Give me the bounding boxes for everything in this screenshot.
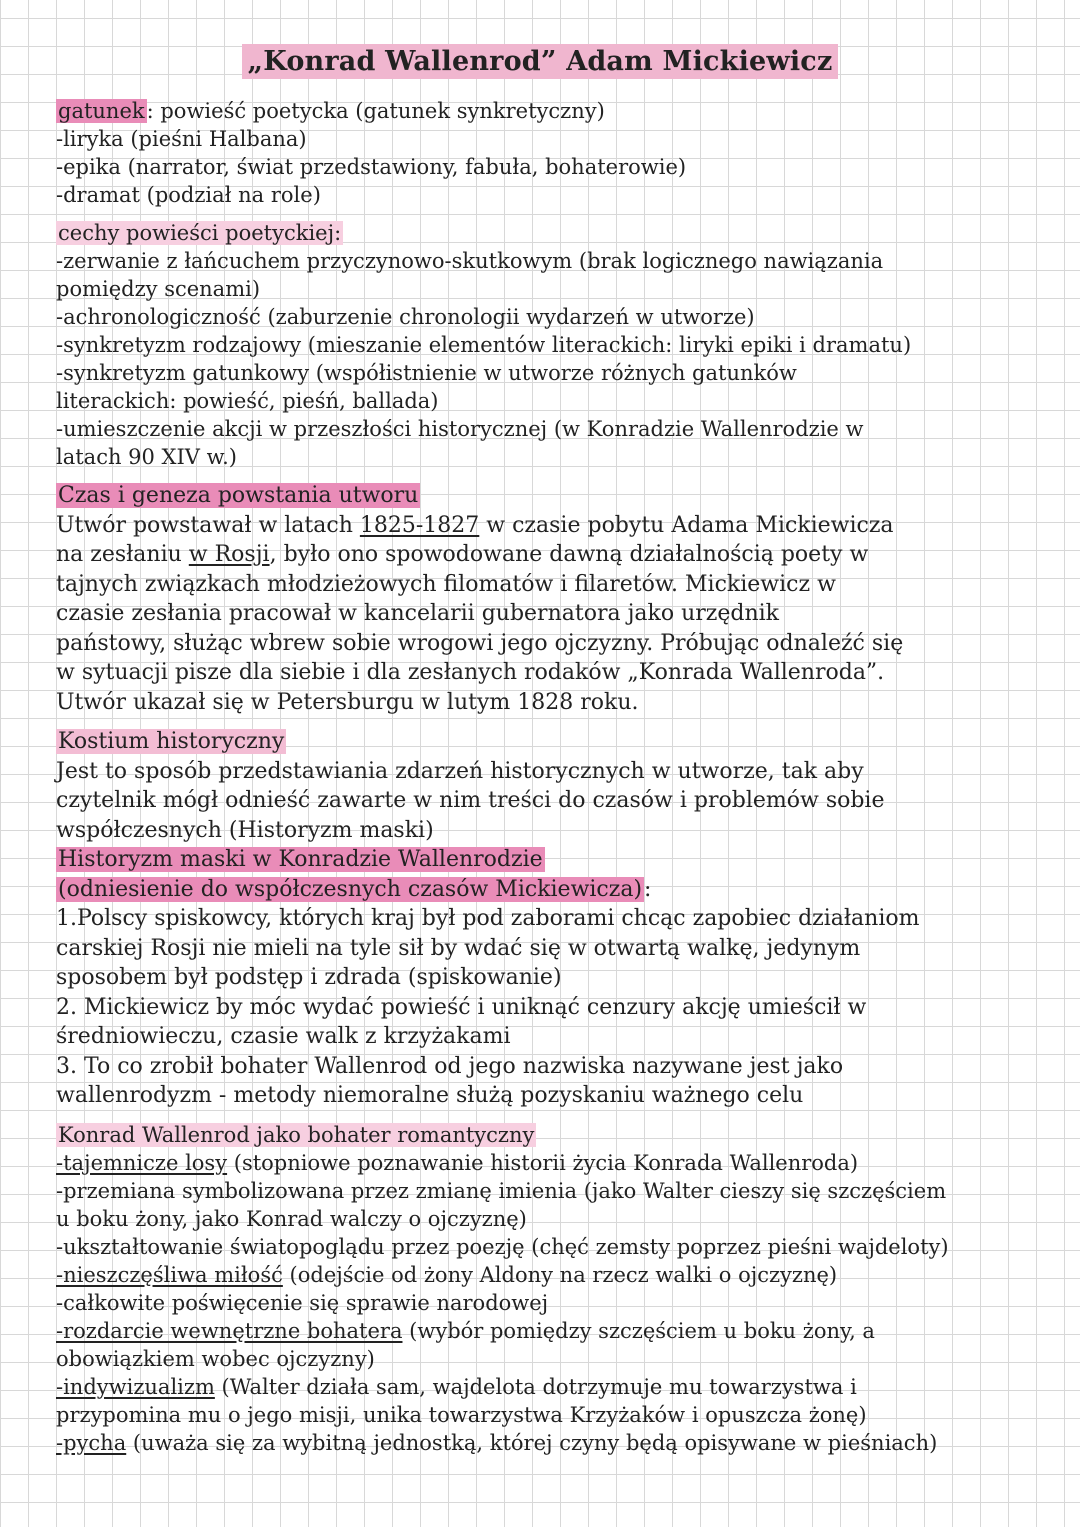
- section-czas: [56, 481, 1024, 717]
- bohater-trait: -rozdarcie wewnętrzne bohatera: [56, 1318, 403, 1343]
- section-kostium: [56, 727, 1024, 845]
- bohater-desc: (uważa się za wybitną jednostką, której czyny będą opisywane w pieśniach): [126, 1430, 938, 1455]
- bohater-trait: -indywizualizm: [56, 1374, 215, 1399]
- czas-text: , było ono spowodowane dawną działalnością poety w: [269, 542, 869, 567]
- historyzm-line: 3. To co zrobił bohater Wallenrod od jego nazwiska nazywane jest jako: [56, 1053, 844, 1079]
- czas-heading: Czas i geneza powstania utworu: [58, 483, 419, 508]
- cechy-item: -achronologiczność (zaburzenie chronologii wydarzeń w utworze): [56, 305, 755, 329]
- bohater-desc: (odejście od żony Aldony na rzecz walki o ojczyznę): [282, 1262, 838, 1287]
- historyzm-colon: :: [644, 876, 652, 902]
- czas-years: 1825-1827: [359, 512, 480, 538]
- historyzm-line: 2. Mickiewicz by móc wydać powieść i uniknąć cenzury akcję umieścił w: [56, 994, 867, 1020]
- bohater-item: u boku żony, jako Konrad walczy o ojczyznę): [56, 1206, 527, 1231]
- page-title: „Konrad Wallenrod” Adam Mickiewicz: [242, 44, 839, 79]
- cechy-item: -zerwanie z łańcuchem przyczynowo-skutkowym (brak logicznego nawiązania: [56, 249, 884, 273]
- historyzm-line: sposobem był podstęp i zdrada (spiskowanie): [56, 965, 562, 990]
- bohater-item: -całkowite poświęcenie się sprawie narodowej: [56, 1290, 549, 1315]
- bohater-trait: -pycha: [56, 1430, 127, 1455]
- cechy-heading: cechy powieści poetyckiej:: [58, 221, 342, 245]
- bohater-item: obowiązkiem wobec ojczyzny): [56, 1346, 375, 1371]
- czas-line: [56, 540, 1024, 570]
- historyzm-line: średniowieczu, czasie walk z krzyżakami: [56, 1024, 511, 1049]
- czas-text: w czasie pobytu Adama Mickiewicza: [479, 512, 894, 538]
- historyzm-line: 1.Polscy spiskowcy, których kraj był pod zaborami chcąc zapobiec działaniom: [56, 906, 920, 931]
- note-page: [56, 44, 1024, 1467]
- czas-line: państowy, służąc wbrew sobie wrogowi jego ojczyzny. Próbując odnaleźć się: [56, 630, 904, 656]
- bohater-trait: -tajemnicze losy: [56, 1150, 228, 1175]
- cechy-item: literackich: powieść, pieśń, ballada): [56, 389, 439, 413]
- czas-place: w Rosji: [188, 542, 270, 567]
- bohater-item: [56, 1429, 1024, 1457]
- bohater-desc: (stopniowe poznawanie historii życia Konrada Wallenroda): [227, 1150, 859, 1175]
- czas-text: na zesłaniu: [56, 542, 189, 567]
- kostium-line: czytelnik mógł odnieść zawarte w nim treści do czasów i problemów sobie: [56, 788, 885, 813]
- kostium-heading: Kostium historyczny: [58, 729, 285, 754]
- cechy-item: -synkretyzm gatunkowy (współistnienie w utworze różnych gatunków: [56, 361, 797, 385]
- czas-line: czasie zesłania pracował w kancelarii gubernatora jako urzędnik: [56, 601, 779, 626]
- czas-line: [56, 511, 1024, 541]
- bohater-item: [56, 1373, 1024, 1401]
- bohater-heading: Konrad Wallenrod jako bohater romantyczny: [58, 1122, 535, 1147]
- bohater-item: -ukształtowanie światopoglądu przez poezję (chęć zemsty poprzez pieśni wajdeloty): [56, 1234, 949, 1259]
- gatunek-item: -dramat (podział na role): [56, 183, 321, 207]
- historyzm-heading: Historyzm maski w Konradzie Wallenrodzie: [58, 847, 543, 872]
- historyzm-line: wallenrodyzm - metody niemoralne służą pozyskaniu ważnego celu: [56, 1083, 804, 1108]
- czas-text: Utwór powstawał w latach: [56, 512, 360, 538]
- bohater-item: przypomina mu o jego misji, unika towarzystwa Krzyżaków i opuszcza żonę): [56, 1402, 867, 1427]
- gatunek-item: -epika (narrator, świat przedstawiony, fabuła, bohaterowie): [56, 155, 687, 179]
- historyzm-subheading: (odniesienie do współczesnych czasów Mickiewicza): [58, 876, 643, 902]
- section-bohater: [56, 1121, 1024, 1457]
- gatunek-item: -liryka (pieśni Halbana): [56, 127, 307, 151]
- section-gatunek: [56, 97, 1024, 209]
- kostium-line: współczesnych (Historyzm maski): [56, 817, 434, 843]
- section-cechy: [56, 219, 1024, 471]
- title-wrap: [56, 44, 1024, 79]
- cechy-item: latach 90 XIV w.): [56, 445, 237, 469]
- czas-line: w sytuacji pisze dla siebie i dla zesłanych rodaków „Konrada Wallenroda”.: [56, 660, 885, 685]
- gatunek-rest: : powieść poetycka (gatunek synkretyczny): [146, 99, 605, 123]
- cechy-item: pomiędzy scenami): [56, 277, 261, 301]
- bohater-item: -przemiana symbolizowana przez zmianę imienia (jako Walter cieszy się szczęściem: [56, 1178, 947, 1203]
- gatunek-label: gatunek: [58, 99, 145, 123]
- bohater-desc: (Walter działa sam, wajdelota dotrzymuje mu towarzystwa i: [214, 1374, 857, 1399]
- bohater-item: [56, 1317, 1024, 1345]
- gatunek-line: [56, 97, 1024, 125]
- historyzm-line: carskiej Rosji nie mieli na tyle sił by wdać się w otwartą walkę, jedynym: [56, 935, 861, 961]
- bohater-desc: (wybór pomiędzy szczęściem u boku żony, a: [402, 1318, 875, 1343]
- bohater-item: [56, 1149, 1024, 1177]
- czas-line: Utwór ukazał się w Petersburgu w lutym 1828 roku.: [56, 689, 639, 715]
- cechy-item: -synkretyzm rodzajowy (mieszanie elementów literackich: liryki epiki i dramatu): [56, 333, 912, 357]
- cechy-item: -umieszczenie akcji w przeszłości historycznej (w Konradzie Wallenrodzie w: [56, 417, 864, 441]
- kostium-line: Jest to sposób przedstawiania zdarzeń historycznych w utworze, tak aby: [56, 758, 864, 784]
- bohater-item: [56, 1261, 1024, 1289]
- section-historyzm: [56, 845, 1024, 1111]
- czas-line: tajnych związkach młodzieżowych filomatów i filaretów. Mickiewicz w: [56, 571, 836, 597]
- bohater-trait: -nieszczęśliwa miłość: [56, 1262, 283, 1287]
